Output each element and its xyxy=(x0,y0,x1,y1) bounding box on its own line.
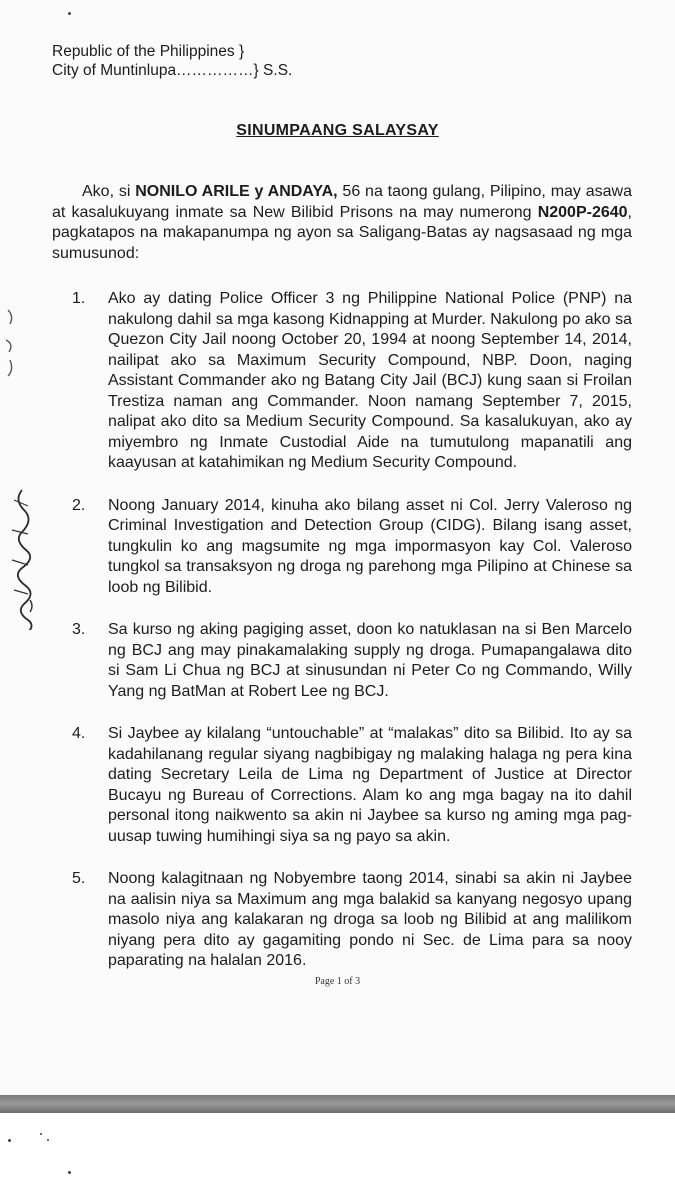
header-line-1: Republic of the Philippines } xyxy=(52,43,245,60)
item-text: Si Jaybee ay kilalang “untouchable” at “malakas” dito sa Bilibid. Ito ay sa kadahilanang regular siyang nagbibigay ng malaking halaga ng pera kina dating Secretary Leila de Lima ng Department of Justice at Director Bucayu ng Bureau of Corrections. Alam ko ang mga bagay na ito dahil personal itong naikwento sa akin ni Jaybee sa kurso ng aming mga pag-uusap tuwing humihingi siya sa ng payo sa akin. xyxy=(108,725,632,845)
item-number: 4. xyxy=(72,725,86,742)
affiant-name: NONILO ARILE y ANDAYA, xyxy=(135,183,338,200)
header-line-2: City of Muntinlupa……………} S.S. xyxy=(52,62,293,79)
document-title: SINUMPAANG SALAYSAY xyxy=(236,122,439,139)
list-item xyxy=(72,724,632,847)
speck-mark xyxy=(40,1133,42,1135)
numbered-list xyxy=(72,289,632,972)
item-text: Noong kalagitnaan ng Nobyembre taong 2014, sinabi sa akin ni Jaybee na aalisin niya sa Maximum ang mga balakid sa kanyang negosyo upang masolo niya ang kalakaran ng droga sa loob ng Bilibid at ang malilikom niyang pera dito ay gagamiting pondo ni Sec. de Lima para sa nooy paparating na halalan 2016. xyxy=(108,870,632,969)
item-number: 1. xyxy=(72,290,86,307)
intro-text-1: Ako, si xyxy=(82,183,136,200)
list-item xyxy=(72,496,632,599)
page-number: Page 1 of 3 xyxy=(314,976,361,987)
item-text: Sa kurso ng aking pagiging asset, doon ko natuklasan na si Ben Marcelo ng BCJ ang may pinakamalaking supply ng droga. Pumapangalawa dito si Sam Li Chua ng BCJ at sinusundan ni Peter Co ng Commando, Willy Yang ng BatMan at Robert Lee ng BCJ. xyxy=(108,621,632,700)
intro-text-2: 56 na taong gulang, Pilipino, may asawa at kasalukuyang inmate sa New Bilibid Prisons na may numerong xyxy=(52,183,633,221)
list-item xyxy=(72,620,632,702)
item-text: Noong January 2014, kinuha ako bilang asset ni Col. Jerry Valeroso ng Criminal Investigation and Detection Group (CIDG). Bilang isang asset, tungkulin ko ang magsumite ng mga impormasyon kay Col. Valeroso tungkol sa transaksyon ng droga ng parehong mga Pilipino at Chinese sa loob ng Bilibid. xyxy=(108,496,632,596)
next-page-area xyxy=(0,1113,675,1200)
margin-signature-mark xyxy=(0,300,40,630)
list-item xyxy=(72,869,632,972)
item-text: Ako ay dating Police Officer 3 ng Philippine National Police (PNP) na nakulong dahil sa mga kasong Kidnapping at Murder. Nakulong po ako sa Quezon City Jail noong October 20, 1994 at noong September 14, 2014, nailipat ako sa Maximum Security Compound, NBP. Doon, naging Assistant Commander ako ng Batang City Jail (BCJ) kung saan si Froilan Trestiza naman ang Commander. Noon namang September 7, 2015, nalipat ako dito sa Medium Security Compound. Sa kasalukuyan, ako ay miyembro ng Inmate Custodial Aide na tumutulong mapanatili ang kaayusan at katahimikan ng Medium Security Compound. xyxy=(108,290,632,471)
speck-mark xyxy=(68,12,71,15)
intro-paragraph xyxy=(52,182,632,264)
inmate-number: N200P-2640 xyxy=(537,203,628,221)
speck-mark xyxy=(68,1171,71,1174)
speck-mark xyxy=(47,1139,49,1141)
speck-mark xyxy=(8,1139,11,1142)
item-number: 2. xyxy=(72,496,86,514)
page-separator-bar xyxy=(0,1095,675,1113)
item-number: 5. xyxy=(72,870,86,887)
intro-text-3: , pagkatapos na makapanumpa ng ayon sa Saligang-Batas ay nagsasaad ng mga sumusunod: xyxy=(52,203,632,262)
list-item xyxy=(72,289,632,474)
item-number: 3. xyxy=(72,621,86,638)
